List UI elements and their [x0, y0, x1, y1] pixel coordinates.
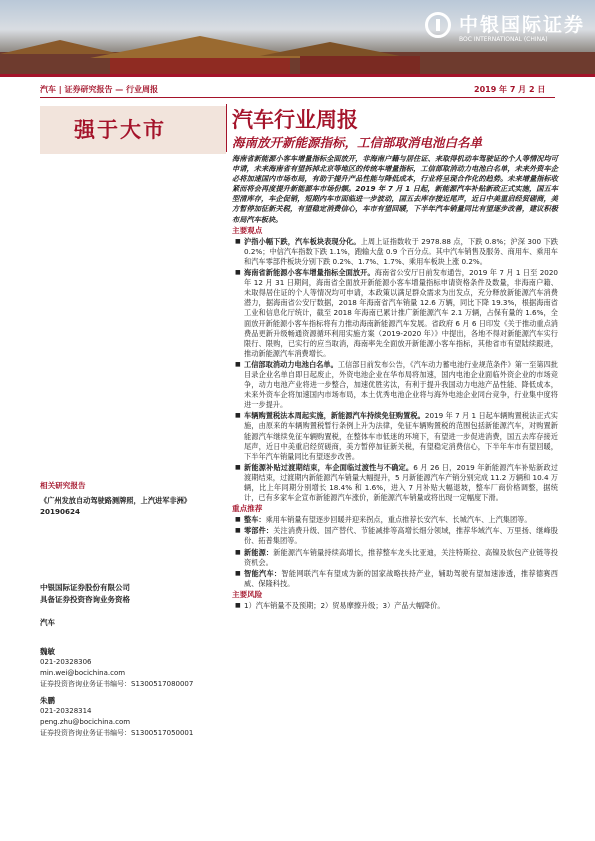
rec-body: 新能源汽车销量持续高增长，推荐整车龙头比亚迪，关注特斯拉、高镍及软包产业链等投资机会。 [244, 547, 558, 567]
risks-text: 1）汽车销量不及预期；2）贸易摩擦升级；3）产品大幅降价。 [244, 601, 445, 611]
point-head: 工信部取消动力电池白名单。 [244, 359, 338, 369]
header-divider [0, 74, 595, 77]
list-item [232, 237, 558, 267]
brand-name-cn: 中银国际证券 [459, 14, 586, 36]
point-body: 2019 年 7 月 1 日起车辆购置税法正式实施，由原来的车辆购置税暂行条例上升为法律，免征车辆购置税的范围包括新能源汽车，对购置新能源汽车继续免征车辆购置税，在整体车市低迷的环境下，有望进一步促进消费，国五去库存接近尾声，近日中美重启经贸磋商，美方暂停加征新关税，有望稳定消费信心，下半年车市有望回暖，下半年汽车销量同比有望逐步改善。 [244, 411, 558, 461]
list-item [232, 601, 558, 611]
list-item [232, 515, 558, 525]
summary-text: 海南省新能源小客车增量指标全面放开，非海南户籍与居住证、来取得机动车驾驶证的个人等情况均可申请，未来海南省有望拆掉北京等地区的传统车增量指标，工信部取消动力电池白名单，未来外资车企必将加速国内市场布局，有助于提升产品性能与降低成本，行业将呈现合作化的趋势。 [232, 154, 558, 184]
analyst-card [40, 695, 226, 739]
point-head: 新能源补贴过渡期结束，车企面临过渡性与不确定。 [244, 462, 414, 472]
key-recs-heading: 重点推荐 [232, 504, 263, 514]
analyst-name: 朱鹏 [40, 696, 55, 705]
rec-body: 乘用车销量有望逐步回暖并迎来拐点，重点推荐长安汽车、长城汽车、上汽集团等。 [265, 515, 532, 525]
list-item [232, 548, 558, 568]
related-reports [40, 480, 226, 517]
analyst-card [40, 646, 226, 690]
related-report-link[interactable]: 《广州发放自动驾驶路测牌照，上汽进军非洲》20190624 [40, 496, 191, 516]
brand-name-en: BOC INTERNATIONAL (CHINA) [459, 36, 548, 43]
header-banner [0, 0, 595, 74]
list-item [232, 360, 558, 410]
point-head: 海南省新能源小客车增量指标全面放开。 [244, 268, 375, 278]
rec-body: 智能网联汽车有望成为新的国家战略扶持产业，辅助驾驶有望加速渗透，推荐德赛西威、保隆科技。 [244, 568, 558, 588]
company-logo [425, 10, 585, 50]
breadcrumb: 汽车 | 证券研究报告 — 行业周报 [40, 85, 159, 94]
main-points-heading: 主要观点 [232, 225, 263, 235]
analyst-email[interactable]: peng.zhu@bocichina.com [40, 718, 131, 726]
company-info [40, 582, 226, 606]
list-item [232, 526, 558, 546]
point-head: 车辆购置税法本周起实施，新能源汽车持续免征购置税。 [244, 411, 425, 421]
list-item [232, 268, 558, 359]
analyst-name: 魏敏 [40, 647, 55, 656]
rec-body: 关注消费升级、国产替代、节能减排等高增长细分领域，推荐华域汽车、万里扬、继峰股份、拓普集团等。 [244, 526, 558, 546]
point-body: 上周上证指数收于 2978.88 点，下跌 0.8%；沪深 300 下跌 0.2%；中信汽车指数下跌 1.1%，跑输大盘 0.9 个百分点。其中汽车销售及服务、商用车、乘用车和汽车零部件板块分别下跌 0.2%、1.7%、1.7%、乘用车板块上涨 0.2%。 [244, 236, 558, 266]
analyst-email[interactable]: min.wei@bocichina.com [40, 669, 126, 677]
point-body: 6 月 26 日，2019 年新能源汽车补贴新政过渡期结束，过渡期内新能源汽车销量大幅提升，5 月新能源汽车产销分别完成 11.2 万辆和 10.4 万辆，比上年同期分别增长 18.4% 和 1.6%，进入 7 月补贴大幅退坡，整车厂商价格调整，据统计，已有多家车企宣布新能源汽车涨价，新能源汽车销量或将出现一定幅度下滑。 [244, 462, 558, 503]
rec-head: 零部件： [244, 526, 274, 536]
analyst-cert: 证券投资咨询业务证书编号：S1300517080007 [40, 680, 194, 688]
list-item [232, 463, 558, 503]
page-subtitle: 海南放开新能源指标，工信部取消电池白名单 [232, 135, 483, 150]
point-body: 海南省公安厅日前发布通告，2019 年 7 月 1 日至 2020 年 12 月 31 日期间，海南省全面放开新能源小客车增量指标申请资格条件及数量，非海南户籍、未取得居住证的个人等情况均可申请，本政策以满足群众需求为出发点，充分释放新能源汽车消费潜力，据海南省公安厅数据，2018 年海南省汽车销量 12.6 万辆，同比下降 19.3%，根据海南省工业和信息化厅统计，截至 2018 年海南已累计推广新能源汽车 2.1 万辆，占保有量的 1.6%，全面放开新能源小客车指标将有力推动海南新能源汽车发展。省政府 6 月 6 日印发《关于推动重点消费品更新升级畅通资源循环利用实施方案（2019-2020 年）》中提出，各地不得对新能源汽车实行限行、限购，已实行的应当取消，海南率先全面放开新能源小客车指标，其他省市有望陆续跟进，推动新能源汽车消费增长。 [244, 268, 558, 358]
report-date: 2019 年 7 月 2 日 [474, 85, 546, 94]
point-body: 工信部日前发布公告，《汽车动力蓄电池行业规范条件》第一至第四批目录企业名单自即日起废止，外资电池企业在华布局将加速，国内电池企业面临外资企业的市场竞争，动力电池产业将进一步整合，加速优胜劣汰，有利于提升我国动力电池产品性能、降低成本，未来外资车企将加速国内市场布局，本土优秀电池企业将与海外电池企业同台竞争，行业集中度将进一步提升。 [244, 359, 558, 410]
analyst-phone: 021-20328314 [40, 707, 92, 715]
subheader-divider [40, 97, 555, 98]
rec-head: 智能汽车： [244, 568, 282, 578]
page-title: 汽车行业周报 [232, 108, 358, 132]
related-heading: 相关研究报告 [40, 481, 86, 490]
analyst-phone: 021-20328306 [40, 658, 92, 666]
list-item [232, 411, 558, 461]
risks-list [232, 601, 558, 611]
boc-logo-icon [425, 12, 451, 38]
company-name: 中银国际证券股份有限公司 [40, 583, 130, 592]
point-head: 沪指小幅下跌，汽车板块表现分化。 [244, 236, 361, 246]
risks-heading: 主要风险 [232, 589, 263, 599]
summary-paragraph [232, 154, 558, 225]
main-content [232, 154, 558, 611]
analyst-cert: 证券投资咨询业务证书编号：S1300517050001 [40, 729, 194, 737]
rating-text: 强于大市 [74, 118, 166, 142]
rec-head: 新能源： [244, 547, 274, 557]
main-points-list [232, 237, 558, 503]
title-divider [226, 104, 227, 152]
list-item [232, 569, 558, 589]
rating-box [40, 106, 226, 154]
company-qualification: 具备证券投资咨询业务资格 [40, 595, 130, 604]
summary-text-tail: 未来增量指标收紧而将会再度提升新能源车市场份额。2019 年 7 月 1 日起，新能源汽车补贴新政正式实施，国五车型清库存，车企促销，短期内车市面临进一步波动，国五去库存接近尾声，近日中美重启经贸磋商，美方暂停加征新关税，有望稳定消费信心，车市有望回暖，下半年汽车销量同比有望逐步改善，建议积极布局汽车板块。 [232, 174, 558, 224]
rec-head: 整车： [244, 515, 266, 525]
key-recs-list [232, 515, 558, 589]
industry-label: 汽车 [40, 618, 55, 627]
